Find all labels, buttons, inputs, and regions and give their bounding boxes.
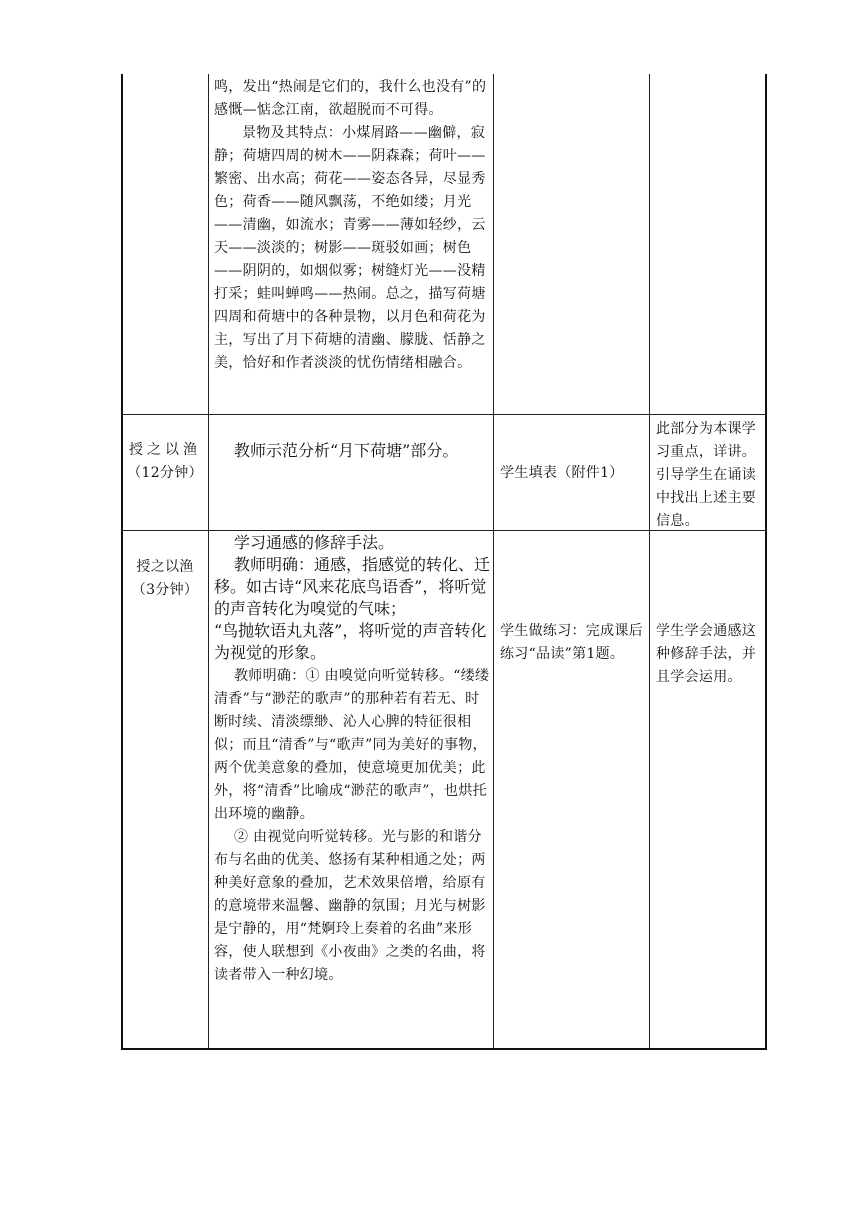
row2-note-cell <box>656 418 764 533</box>
stage-label: 授之以渔 <box>136 559 194 575</box>
row2-teacher-cell <box>214 440 490 462</box>
stage-label: 授之以渔 <box>129 442 201 458</box>
stage-time: （12分钟） <box>127 465 203 481</box>
row1-paragraph: 景物及其特点：小煤屑路——幽僻，寂静；荷塘四周的树木——阴森森；荷叶——繁密、出水高；荷花——姿态各异，尽显秀色；荷香——随风飘荡，不绝如缕；月光——清幽，如流水；青雾——薄如轻纱，云天——淡淡的；树影——斑驳如画；树色——阴阴的，如烟似雾；树缝灯光——没精打采；蛙叫蝉鸣——热闹。总之，描写荷塘四周和荷塘中的各种景物，以月色和荷花为主，写出了月下荷塘的清幽、朦胧、恬静之美，恰好和作者淡淡的忧伤情绪相融合。 <box>214 125 486 371</box>
row3-teacher-cell <box>214 532 492 987</box>
row1-paragraph: 鸣，发出“热闹是它们的，我什么也没有”的感慨—惦念江南，欲超脱而不可得。 <box>214 79 487 118</box>
teacher-paragraph: “鸟抛软语丸丸落”，将听觉的声音转化为视觉的形象。 <box>214 621 487 662</box>
teacher-paragraph: 学习通感的修辞手法。 <box>234 533 395 552</box>
student-activity: 学生填表（附件1） <box>500 465 624 481</box>
teacher-activity: 教师示范分析“月下荷塘”部分。 <box>234 441 459 460</box>
row3-note-cell <box>656 620 764 689</box>
student-activity: 学生做练习：完成课后练习“品读”第1题。 <box>500 623 643 662</box>
design-note: 学生学会通感这种修辞手法，并且学会运用。 <box>656 623 757 685</box>
column-divider <box>649 74 650 1049</box>
row1-content <box>214 76 490 375</box>
row-divider <box>121 414 767 415</box>
row2-stage-cell <box>126 439 204 485</box>
design-note: 此部分为本课学习重点，详讲。引导学生在诵读中找出上述主要信息。 <box>656 421 757 529</box>
teacher-paragraph: ② 由视觉向听觉转移。光与影的和谐分布与名曲的优美、悠扬有某种相通之处；两种美好意象的叠加，艺术效果倍增，给原有的意境带来温馨、幽静的氛围；月光与树影是宁静的，用“梵婀玲上奏着的名曲”来形容，使人联想到《小夜曲》之类的名曲，将读者带入一种幻境。 <box>214 829 486 983</box>
row2-student-cell <box>500 462 646 485</box>
column-divider <box>208 74 209 1049</box>
teacher-paragraph: 教师明确：① 由嗅觉向听觉转移。“缕缕清香”与“渺茫的歌声”的那种若有若无、时断时续、清淡缥缈、沁人心脾的特征很相似；而且“清香”与“歌声”同为美好的事物，两个优美意象的叠加，使意境更加优美；此外，将“清香”比喻成“渺茫的歌声”，也烘托出环境的幽静。 <box>214 668 490 822</box>
stage-time: （3分钟） <box>131 582 199 598</box>
row3-student-cell <box>500 620 646 666</box>
column-divider <box>493 74 494 1049</box>
row3-stage-cell <box>126 556 204 602</box>
teacher-paragraph: 教师明确：通感，指感觉的转化、迁移。如古诗“风来花底鸟语香”，将听觉的声音转化为嗅觉的气味； <box>214 555 491 618</box>
